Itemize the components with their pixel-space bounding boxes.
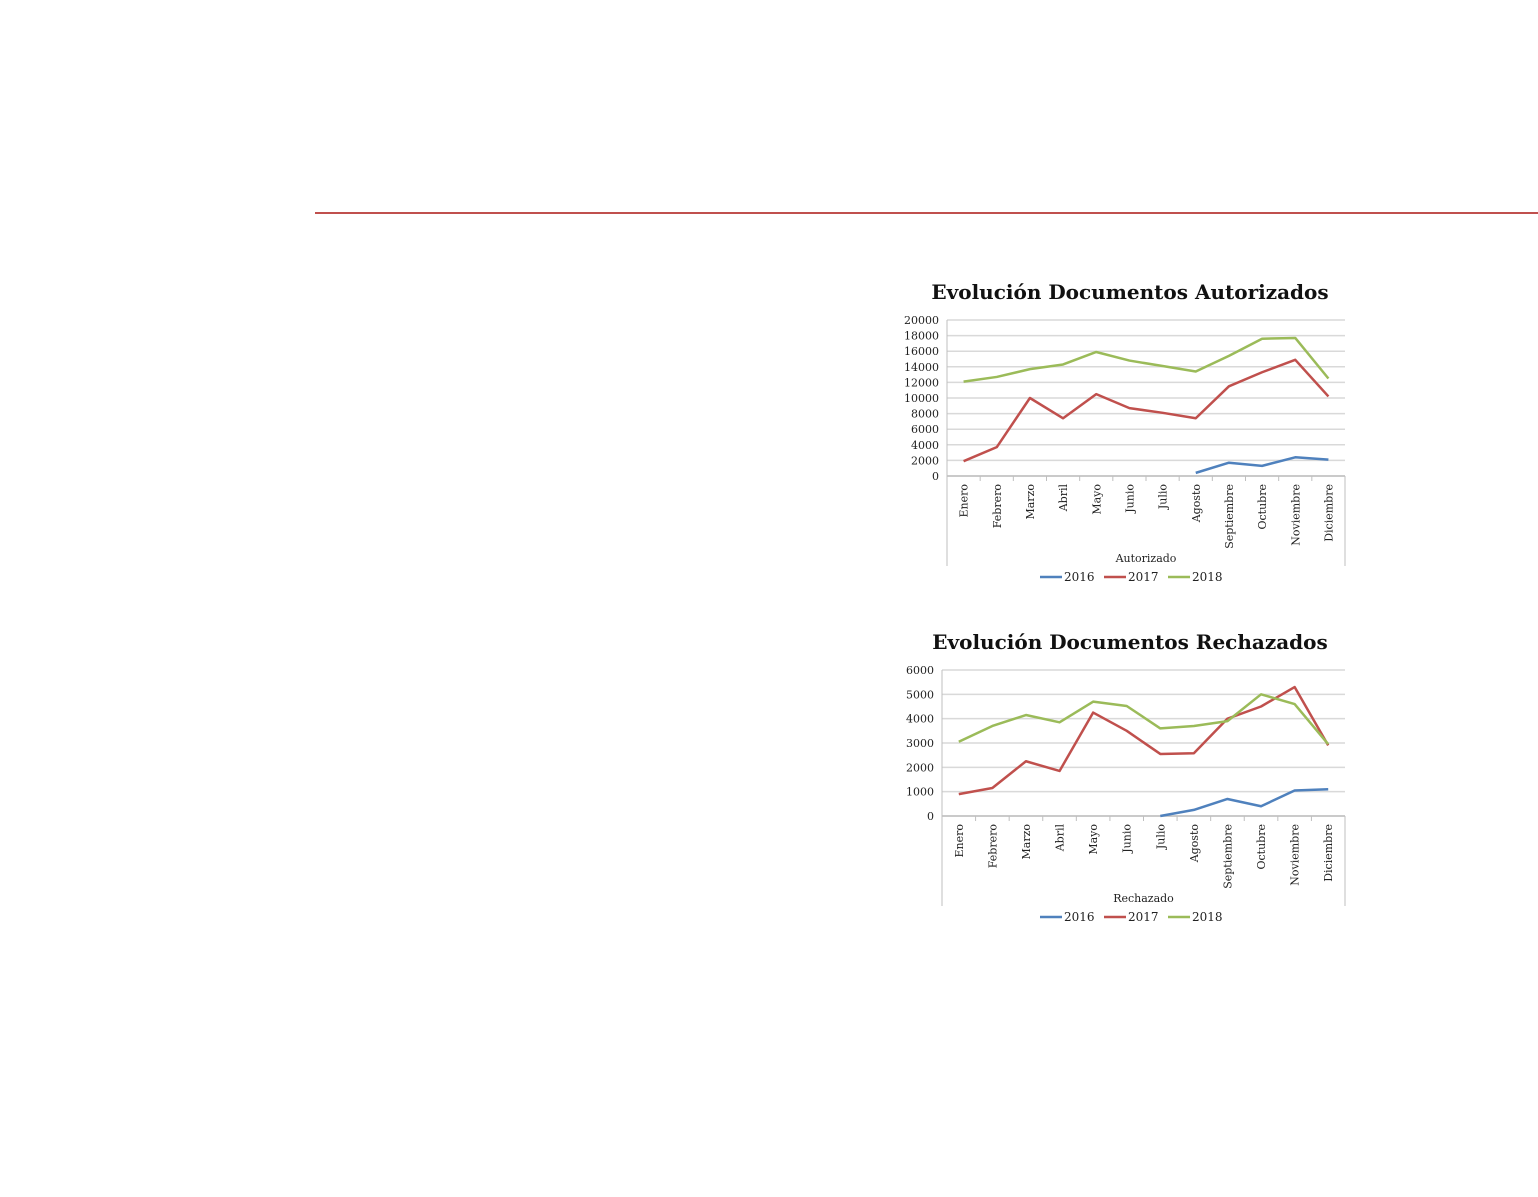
legend-label: 2016 [1064,570,1095,584]
x-tick-label: Febrero [990,484,1004,529]
y-tick-label: 2000 [906,761,934,775]
x-axis-title: Rechazado [1113,892,1174,905]
y-tick-label: 20000 [904,314,939,327]
x-tick-label: Julio [1154,824,1168,850]
legend-label: 2016 [1064,910,1095,924]
x-tick-label: Diciembre [1322,824,1336,882]
chart-title: Evolución Documentos Rechazados [932,630,1328,654]
chart-rechazados-plot [895,628,1365,933]
y-tick-label: 3000 [906,737,934,750]
legend-label: 2017 [1128,910,1159,924]
x-tick-label: Septiembre [1222,484,1236,549]
x-tick-label: Marzo [1023,484,1037,520]
x-tick-label: Enero [952,824,966,858]
series-line-2018 [964,338,1329,382]
x-tick-label: Agosto [1187,824,1201,863]
x-tick-label: Junio [1120,824,1134,853]
x-tick-label: Diciembre [1322,484,1336,542]
series-line-2017 [964,360,1329,461]
x-tick-label: Noviembre [1289,484,1303,546]
y-tick-label: 5000 [906,688,934,702]
y-tick-label: 16000 [904,345,939,359]
legend-label: 2018 [1192,570,1223,584]
series-line-2016 [1196,457,1329,473]
y-tick-label: 2000 [911,454,939,468]
chart-autorizados-plot [895,278,1365,598]
x-tick-label: Agosto [1189,484,1203,523]
y-tick-label: 0 [932,470,939,483]
x-tick-label: Octubre [1255,824,1269,870]
legend-label: 2017 [1128,570,1159,584]
chart-autorizados [895,278,1365,598]
y-tick-label: 12000 [904,376,939,390]
series-line-2016 [1160,789,1328,816]
x-tick-label: Noviembre [1288,824,1302,886]
y-tick-label: 4000 [906,712,934,726]
x-tick-label: Julio [1156,484,1170,510]
y-tick-label: 18000 [904,329,939,343]
x-tick-label: Octubre [1256,484,1270,530]
x-tick-label: Mayo [1090,484,1104,515]
chart-rechazados [895,628,1365,933]
x-tick-label: Enero [957,484,971,518]
x-axis-title: Autorizado [1115,552,1177,565]
y-tick-label: 0 [927,810,934,823]
y-tick-label: 1000 [906,785,934,799]
x-tick-label: Septiembre [1221,824,1235,889]
y-tick-label: 8000 [911,407,939,421]
x-tick-label: Abril [1057,484,1071,512]
y-tick-label: 4000 [911,438,939,452]
y-tick-label: 6000 [906,664,934,677]
x-tick-label: Febrero [986,824,1000,869]
legend-label: 2018 [1192,910,1223,924]
x-tick-label: Marzo [1019,824,1033,860]
x-tick-label: Mayo [1087,824,1101,855]
y-tick-label: 6000 [911,423,939,437]
x-tick-label: Abril [1053,824,1067,852]
header-accent-rule [315,212,1538,214]
y-tick-label: 10000 [904,392,939,405]
chart-title: Evolución Documentos Autorizados [931,280,1329,304]
y-tick-label: 14000 [904,360,939,374]
series-line-2017 [959,687,1328,794]
x-tick-label: Junio [1123,484,1137,513]
